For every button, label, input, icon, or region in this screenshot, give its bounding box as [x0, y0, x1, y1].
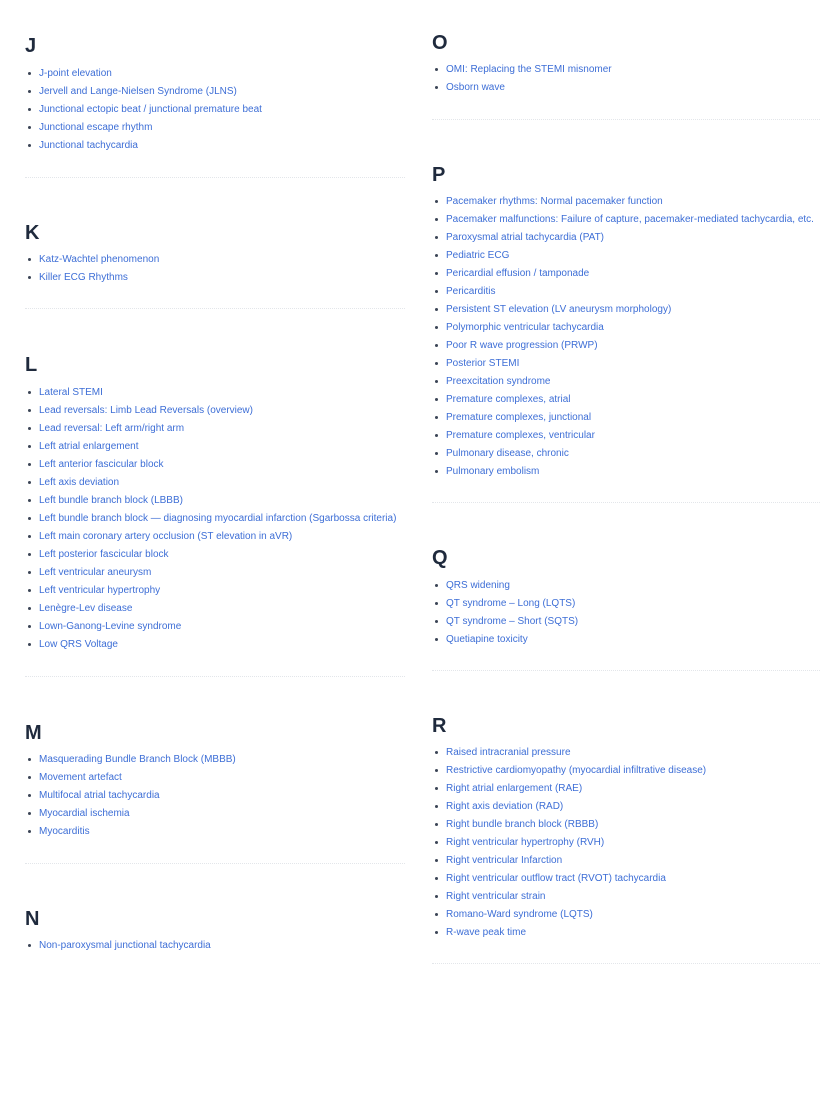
- glossary-link[interactable]: Pacemaker rhythms: Normal pacemaker function: [446, 196, 663, 207]
- glossary-link[interactable]: Right ventricular strain: [446, 891, 546, 902]
- list-item: [432, 193, 814, 211]
- list-item: [25, 83, 262, 101]
- glossary-link[interactable]: Pericarditis: [446, 286, 496, 297]
- list-item: [432, 337, 814, 355]
- list-item: [432, 409, 814, 427]
- list-item: [432, 816, 706, 834]
- list-item: [25, 582, 396, 600]
- glossary-link[interactable]: QRS widening: [446, 580, 510, 591]
- section-letter: N: [25, 908, 40, 930]
- list-item: [25, 269, 159, 287]
- list-item: [25, 101, 262, 119]
- glossary-link[interactable]: Non-paroxysmal junctional tachycardia: [39, 940, 211, 951]
- link-list: [25, 751, 236, 841]
- list-item: [432, 595, 578, 613]
- glossary-link[interactable]: Movement artefact: [39, 772, 122, 783]
- list-item: [432, 247, 814, 265]
- section-divider: [432, 963, 820, 964]
- glossary-link[interactable]: Osborn wave: [446, 82, 505, 93]
- glossary-link[interactable]: Lateral STEMI: [39, 387, 103, 398]
- list-item: [432, 870, 706, 888]
- list-item: [432, 355, 814, 373]
- list-item: [25, 492, 396, 510]
- glossary-link[interactable]: Left anterior fascicular block: [39, 459, 164, 470]
- glossary-link[interactable]: Left bundle branch block — diagnosing myocardial infarction (Sgarbossa criteria): [39, 513, 397, 524]
- glossary-link[interactable]: QT syndrome – Short (SQTS): [446, 616, 579, 627]
- list-item: [25, 546, 396, 564]
- glossary-link[interactable]: Quetiapine toxicity: [446, 634, 528, 645]
- section-divider: [25, 863, 405, 864]
- glossary-link[interactable]: Right axis deviation (RAD): [446, 801, 564, 812]
- section-letter: R: [432, 715, 447, 737]
- section-divider: [432, 670, 820, 671]
- glossary-link[interactable]: Right ventricular Infarction: [446, 855, 563, 866]
- section-letter: L: [25, 354, 38, 376]
- glossary-link[interactable]: Lenègre-Lev disease: [39, 603, 133, 614]
- section-divider: [25, 676, 405, 677]
- list-item: [25, 119, 262, 137]
- section-letter: M: [25, 722, 42, 744]
- list-item: [25, 251, 159, 269]
- glossary-link[interactable]: Paroxysmal atrial tachycardia (PAT): [446, 232, 605, 243]
- link-list: [432, 61, 612, 97]
- glossary-link[interactable]: Low QRS Voltage: [39, 639, 118, 650]
- list-item: [25, 438, 396, 456]
- glossary-link[interactable]: Left bundle branch block (LBBB): [39, 495, 183, 506]
- glossary-link[interactable]: Right ventricular hypertrophy (RVH): [446, 837, 605, 848]
- glossary-link[interactable]: Right atrial enlargement (RAE): [446, 783, 583, 794]
- glossary-link[interactable]: Right ventricular outflow tract (RVOT) tachycardia: [446, 873, 666, 884]
- glossary-link[interactable]: Right bundle branch block (RBBB): [446, 819, 599, 830]
- list-item: [25, 805, 236, 823]
- list-item: [432, 229, 814, 247]
- list-item: [432, 427, 814, 445]
- glossary-link[interactable]: Romano-Ward syndrome (LQTS): [446, 909, 593, 920]
- list-item: [432, 744, 706, 762]
- glossary-link[interactable]: Left ventricular aneurysm: [39, 567, 152, 578]
- section-letter: K: [25, 222, 40, 244]
- list-item: [432, 319, 814, 337]
- list-item: [25, 823, 236, 841]
- glossary-link[interactable]: Junctional escape rhythm: [39, 122, 153, 133]
- glossary-link[interactable]: Preexcitation syndrome: [446, 376, 551, 387]
- list-item: [25, 600, 396, 618]
- link-list: [25, 251, 159, 287]
- section-letter: O: [432, 32, 448, 54]
- list-item: [432, 780, 706, 798]
- list-item: [432, 391, 814, 409]
- glossary-link[interactable]: Premature complexes, atrial: [446, 394, 571, 405]
- glossary-link[interactable]: Polymorphic ventricular tachycardia: [446, 322, 604, 333]
- link-list: [432, 193, 814, 481]
- link-list: [432, 577, 578, 649]
- glossary-link[interactable]: Left main coronary artery occlusion (ST elevation in aVR): [39, 531, 293, 542]
- glossary-link[interactable]: Left ventricular hypertrophy: [39, 585, 161, 596]
- glossary-link[interactable]: J-point elevation: [39, 68, 112, 79]
- glossary-link[interactable]: Pulmonary disease, chronic: [446, 448, 569, 459]
- glossary-link[interactable]: Raised intracranial pressure: [446, 747, 571, 758]
- list-item: [432, 798, 706, 816]
- section-letter: Q: [432, 547, 448, 569]
- glossary-link[interactable]: Lown-Ganong-Levine syndrome: [39, 621, 182, 632]
- list-item: [25, 564, 396, 582]
- list-item: [25, 137, 262, 155]
- list-item: [432, 577, 578, 595]
- glossary-link[interactable]: Left posterior fascicular block: [39, 549, 169, 560]
- list-item: [25, 751, 236, 769]
- list-item: [25, 937, 211, 955]
- list-item: [432, 463, 814, 481]
- glossary-link[interactable]: Persistent ST elevation (LV aneurysm morphology): [446, 304, 672, 315]
- glossary-link[interactable]: Jervell and Lange-Nielsen Syndrome (JLNS): [39, 86, 237, 97]
- list-item: [25, 402, 396, 420]
- glossary-link[interactable]: Pacemaker malfunctions: Failure of capture, pacemaker-mediated tachycardia, etc.: [446, 214, 814, 225]
- list-item: [25, 618, 396, 636]
- glossary-link[interactable]: Left atrial enlargement: [39, 441, 139, 452]
- section-divider: [25, 308, 405, 309]
- list-item: [25, 384, 396, 402]
- list-item: [432, 852, 706, 870]
- section-letter: J: [25, 35, 37, 57]
- list-item: [432, 906, 706, 924]
- glossary-link[interactable]: Multifocal atrial tachycardia: [39, 790, 160, 801]
- list-item: [432, 834, 706, 852]
- glossary-link[interactable]: Katz-Wachtel phenomenon: [39, 254, 160, 265]
- glossary-link[interactable]: Myocardial ischemia: [39, 808, 130, 819]
- list-item: [25, 528, 396, 546]
- list-item: [25, 636, 396, 654]
- list-item: [25, 787, 236, 805]
- list-item: [432, 445, 814, 463]
- list-item: [25, 420, 396, 438]
- list-item: [432, 61, 612, 79]
- glossary-link[interactable]: Posterior STEMI: [446, 358, 520, 369]
- list-item: [432, 301, 814, 319]
- section-divider: [432, 502, 820, 503]
- glossary-link[interactable]: Pericardial effusion / tamponade: [446, 268, 590, 279]
- glossary-link[interactable]: Masquerading Bundle Branch Block (MBBB): [39, 754, 236, 765]
- section-divider: [25, 177, 405, 178]
- glossary-link[interactable]: Lead reversals: Limb Lead Reversals (overview): [39, 405, 253, 416]
- list-item: [432, 924, 706, 942]
- list-item: [432, 888, 706, 906]
- glossary-link[interactable]: Left axis deviation: [39, 477, 120, 488]
- glossary-link[interactable]: QT syndrome – Long (LQTS): [446, 598, 576, 609]
- list-item: [25, 769, 236, 787]
- glossary-link[interactable]: Pulmonary embolism: [446, 466, 540, 477]
- glossary-link[interactable]: Killer ECG Rhythms: [39, 272, 128, 283]
- glossary-link[interactable]: Poor R wave progression (PRWP): [446, 340, 598, 351]
- list-item: [432, 211, 814, 229]
- section-letter: P: [432, 164, 446, 186]
- link-list: [25, 384, 396, 654]
- glossary-link[interactable]: Myocarditis: [39, 826, 90, 837]
- glossary-link[interactable]: Junctional tachycardia: [39, 140, 138, 151]
- list-item: [432, 762, 706, 780]
- link-list: [25, 937, 211, 955]
- link-list: [25, 65, 262, 155]
- list-item: [25, 65, 262, 83]
- list-item: [432, 283, 814, 301]
- list-item: [25, 474, 396, 492]
- glossary-link[interactable]: Pediatric ECG: [446, 250, 510, 261]
- glossary-link[interactable]: Premature complexes, junctional: [446, 412, 592, 423]
- list-item: [432, 631, 578, 649]
- list-item: [25, 510, 396, 528]
- glossary-link[interactable]: R-wave peak time: [446, 927, 527, 938]
- glossary-link[interactable]: Restrictive cardiomyopathy (myocardial infiltrative disease): [446, 765, 707, 776]
- glossary-link[interactable]: Premature complexes, ventricular: [446, 430, 595, 441]
- list-item: [25, 456, 396, 474]
- list-item: [432, 265, 814, 283]
- link-list: [432, 744, 706, 942]
- glossary-link[interactable]: Lead reversal: Left arm/right arm: [39, 423, 185, 434]
- glossary-link[interactable]: Junctional ectopic beat / junctional premature beat: [39, 104, 262, 115]
- list-item: [432, 373, 814, 391]
- glossary-link[interactable]: OMI: Replacing the STEMI misnomer: [446, 64, 612, 75]
- list-item: [432, 613, 578, 631]
- list-item: [432, 79, 612, 97]
- section-divider: [432, 119, 820, 120]
